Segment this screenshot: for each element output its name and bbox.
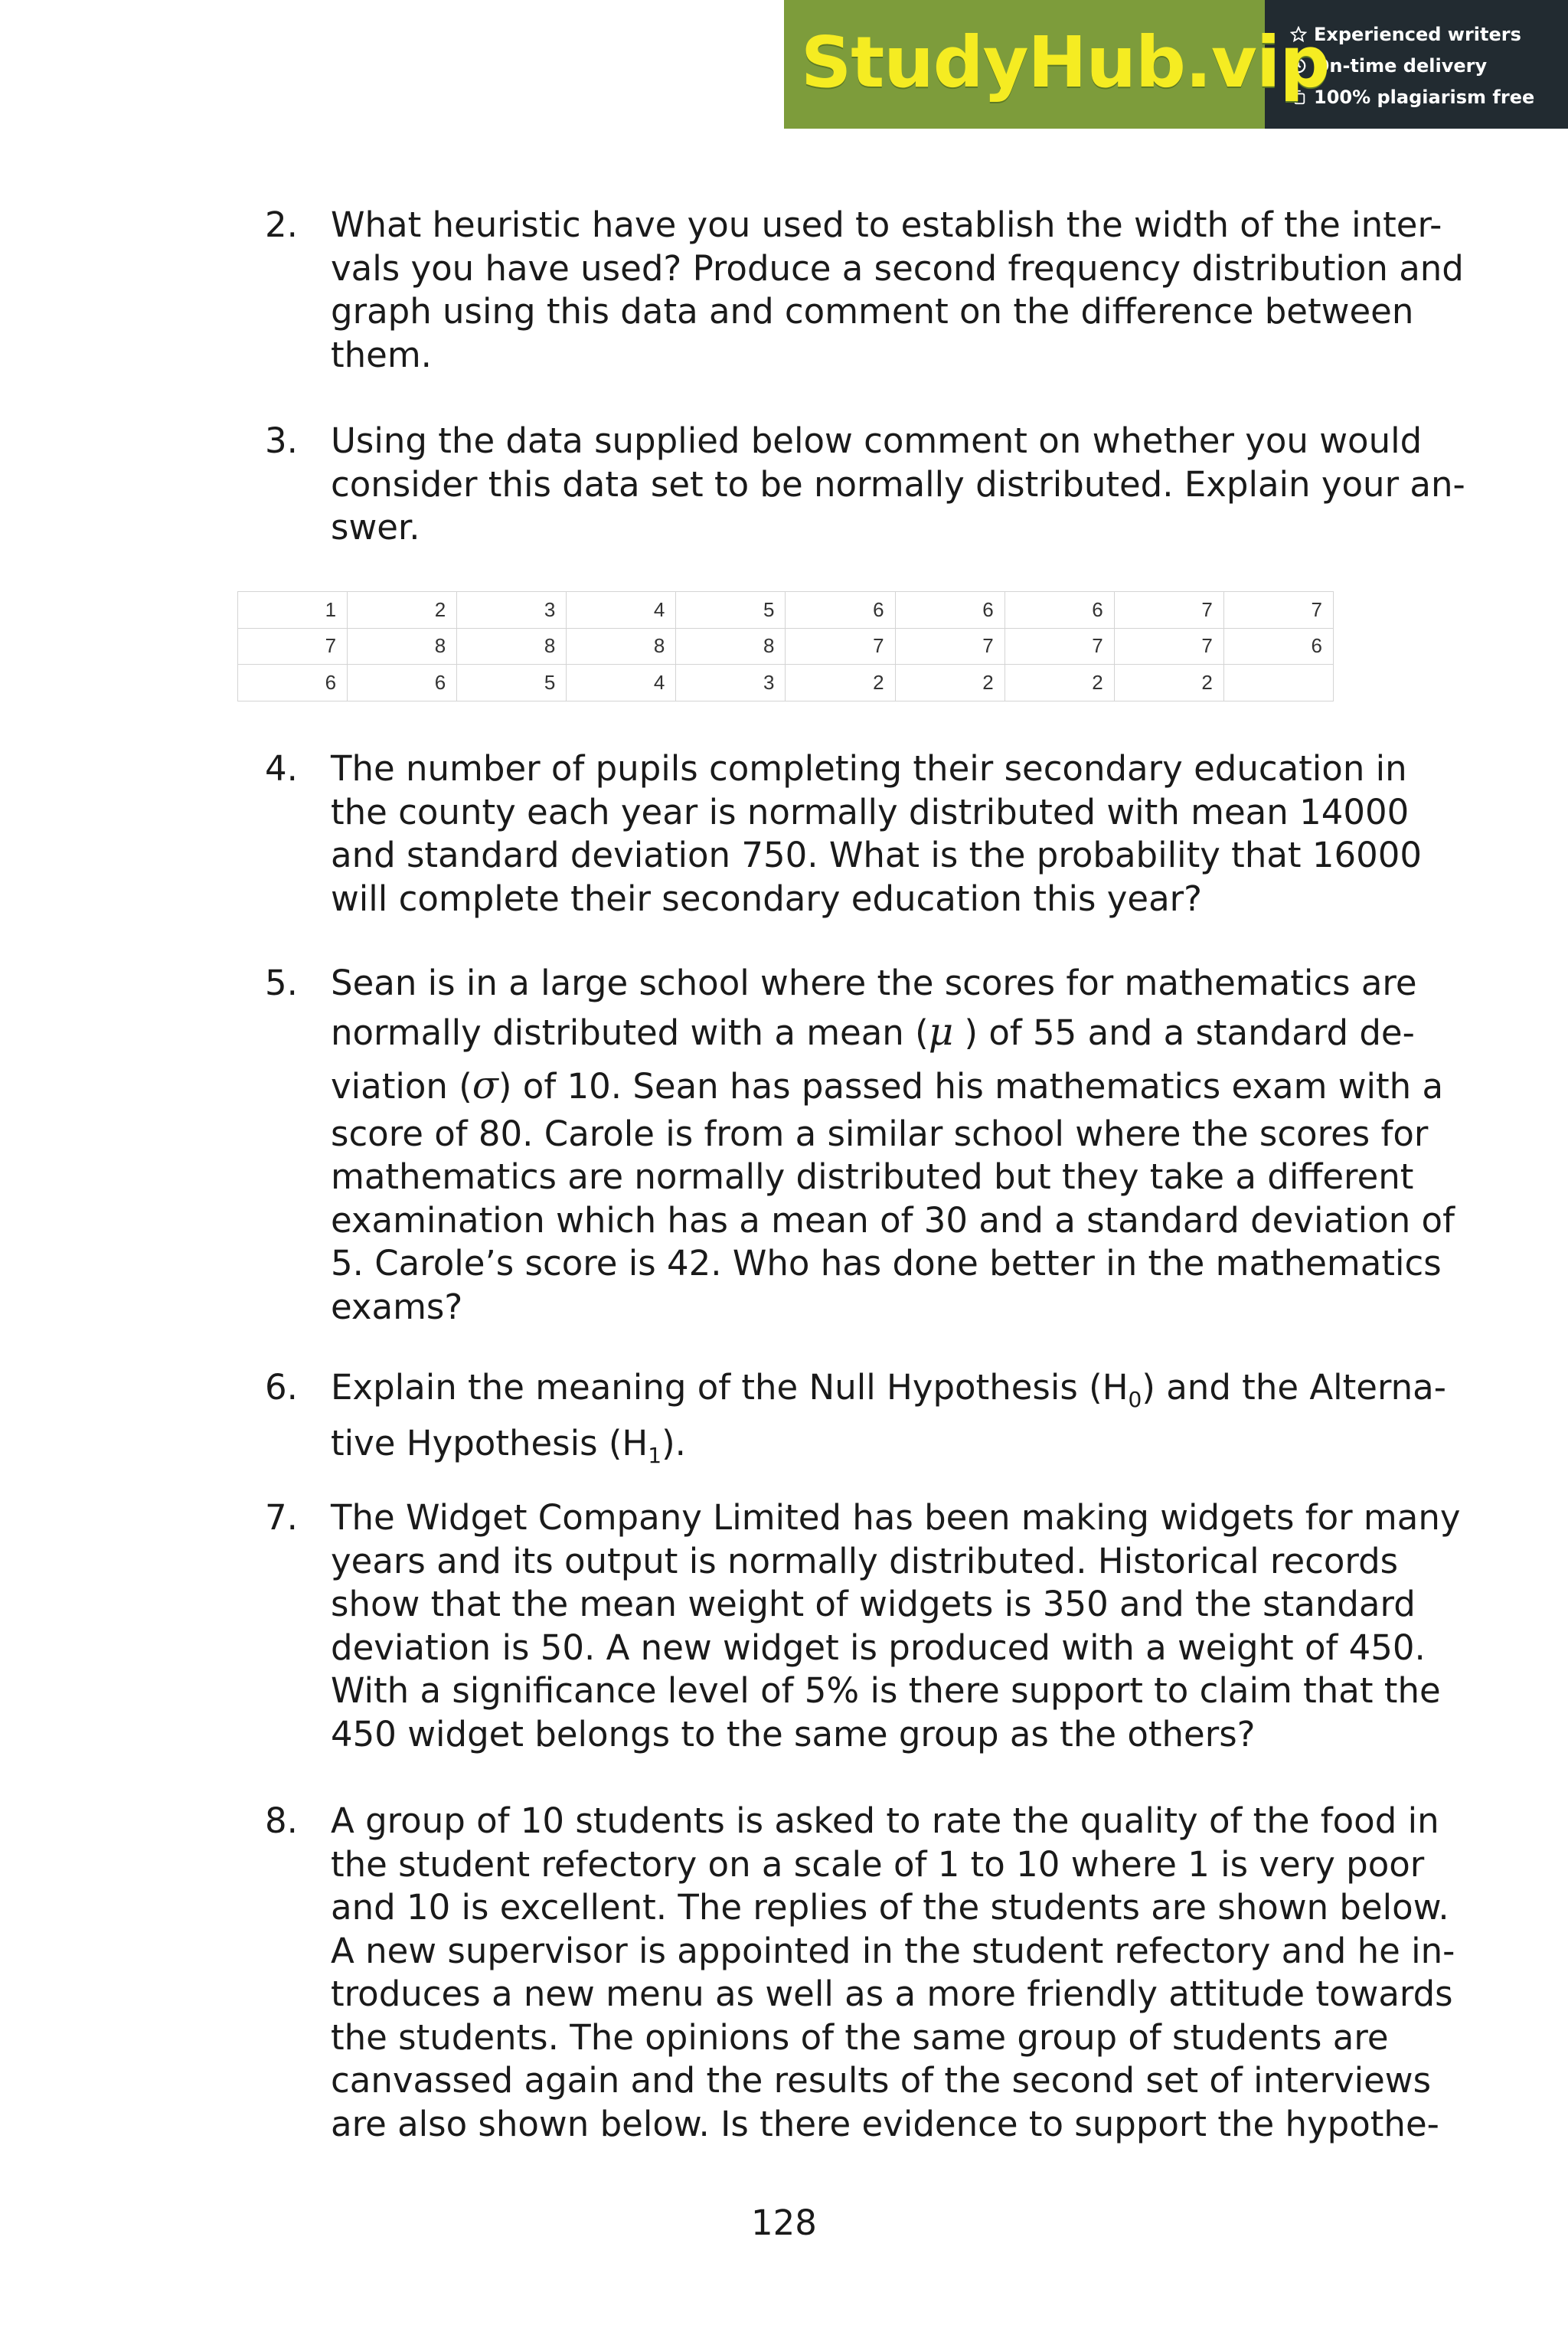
text-line: The Widget Company Limited has been making widgets for many: [331, 1497, 1461, 1538]
table-cell: 5: [676, 592, 786, 629]
text-line: A new supervisor is appointed in the student refectory and he in-: [331, 1930, 1455, 1971]
text-line: [331, 1059, 1444, 1113]
text-segment: ) of 55 and a standard de-: [953, 1012, 1415, 1053]
feature-label: 100% plagiarism free: [1314, 86, 1535, 108]
table-cell: 4: [567, 592, 676, 629]
table-cell: 7: [238, 628, 348, 665]
question-number: 7.: [265, 1497, 298, 1538]
text-line: A group of 10 students is asked to rate the quality of the food in: [331, 1800, 1439, 1841]
feature-label: On-time delivery: [1314, 54, 1488, 77]
table-cell: 8: [457, 628, 567, 665]
text-line: and standard deviation 750. What is the probability that 16000: [331, 835, 1423, 875]
text-line: mathematics are normally distributed but they take a different: [331, 1156, 1414, 1197]
banner-logo-area: [784, 0, 1330, 129]
text-line: show that the mean weight of widgets is 350 and the standard: [331, 1584, 1416, 1624]
text-line: troduces a new menu as well as a more friendly attitude towards: [331, 1974, 1453, 2014]
table-cell: 5: [457, 665, 567, 701]
feature-on-time-delivery: [1288, 50, 1568, 81]
text-line: and 10 is excellent. The replies of the students are shown below.: [331, 1887, 1449, 1928]
table-cell: 7: [786, 628, 895, 665]
text-line: them.: [331, 334, 432, 375]
data-table: [237, 591, 1334, 701]
question-number: 8.: [265, 1800, 298, 1841]
table-cell: 7: [1114, 628, 1223, 665]
table-cell: 1: [238, 592, 348, 629]
question-text: [331, 1496, 1461, 1756]
text-line: The number of pupils completing their secondary education in: [331, 748, 1407, 789]
text-line: [331, 1366, 1446, 1422]
table-cell: 7: [1004, 628, 1114, 665]
question-text: [331, 962, 1455, 1329]
table-cell: 7: [895, 628, 1004, 665]
question-number: 2.: [265, 204, 298, 245]
question-text: [331, 204, 1464, 377]
table-cell: 2: [348, 592, 457, 629]
mu-symbol: μ: [928, 1009, 954, 1054]
studyhub-banner: [784, 0, 1568, 129]
table-row: [238, 628, 1334, 665]
question-text: [331, 1366, 1446, 1477]
table-cell: 6: [348, 665, 457, 701]
subscript: 0: [1128, 1387, 1142, 1412]
question-text: [331, 1800, 1455, 2146]
text-line: the student refectory on a scale of 1 to 10 where 1 is very poor: [331, 1843, 1425, 1885]
table-cell: 2: [1114, 665, 1223, 701]
text-segment: ) of 10. Sean has passed his mathematics exam with a: [498, 1065, 1444, 1107]
table-cell: 8: [676, 628, 786, 665]
text-line: Sean is in a large school where the scores for mathematics are: [331, 963, 1417, 1003]
text-line: [331, 1422, 1364, 1478]
table-cell: 8: [348, 628, 457, 665]
text-line: 450 widget belongs to the same group as the others?: [331, 1713, 1256, 1754]
text-segment: tive Hypothesis (H: [331, 1422, 648, 1463]
text-line: exams?: [331, 1286, 463, 1327]
text-segment: viation (: [331, 1065, 472, 1107]
text-line: the county each year is normally distributed with mean 14000: [331, 791, 1410, 832]
subscript: 1: [648, 1442, 662, 1468]
table-cell: 8: [567, 628, 676, 665]
text-line: [331, 1006, 1415, 1059]
table-row: [238, 665, 1334, 701]
text-line: With a significance level of 5% is there support to claim that the: [331, 1670, 1441, 1711]
text-line: years and its output is normally distributed. Historical records: [331, 1540, 1399, 1581]
table-row: [238, 592, 1334, 629]
table-cell: 3: [676, 665, 786, 701]
text-line: examination which has a mean of 30 and a standard deviation of: [331, 1199, 1455, 1241]
text-segment: Explain the meaning of the Null Hypothesis (H: [331, 1367, 1129, 1408]
text-line: the students. The opinions of the same group of students are: [331, 2016, 1389, 2058]
text-line: Using the data supplied below comment on whether you would: [331, 420, 1423, 461]
text-line: are also shown below. Is there evidence to support the hypothe-: [331, 2103, 1439, 2144]
question-text: [331, 747, 1423, 921]
table-cell: 3: [457, 592, 567, 629]
table-cell: 2: [895, 665, 1004, 701]
question-number: 5.: [265, 963, 298, 1003]
text-segment: ).: [662, 1422, 686, 1463]
table-cell: 6: [786, 592, 895, 629]
text-line: 5. Carole’s score is 42. Who has done better in the mathematics: [331, 1243, 1442, 1284]
text-segment: ) and the Alterna-: [1142, 1367, 1446, 1408]
question-number: 6.: [265, 1367, 298, 1408]
text-segment: normally distributed with a mean (: [331, 1012, 929, 1053]
table-cell: 2: [786, 665, 895, 701]
feature-label: Experienced writers: [1314, 23, 1521, 45]
table-cell: 6: [1223, 628, 1333, 665]
studyhub-logo[interactable]: StudyHub.vip: [801, 21, 1330, 103]
table-cell: 7: [1114, 592, 1223, 629]
table-cell: 6: [1004, 592, 1114, 629]
page-number: 128: [751, 2202, 817, 2243]
question-text: [331, 420, 1465, 550]
table-cell: 2: [1004, 665, 1114, 701]
text-line: will complete their secondary education this year?: [331, 878, 1203, 919]
table-cell: [1223, 665, 1333, 701]
question-number: 3.: [265, 420, 298, 461]
text-line: graph using this data and comment on the difference between: [331, 291, 1414, 332]
feature-experienced-writers: [1288, 18, 1568, 50]
text-line: deviation is 50. A new widget is produced with a weight of 450.: [331, 1627, 1426, 1668]
table-cell: 6: [895, 592, 1004, 629]
table-cell: 4: [567, 665, 676, 701]
text-line: consider this data set to be normally distributed. Explain your an-: [331, 463, 1465, 505]
question-number: 4.: [265, 748, 298, 789]
text-line: What heuristic have you used to establish the width of the inter-: [331, 204, 1442, 245]
text-line: canvassed again and the results of the second set of interviews: [331, 2060, 1432, 2101]
table-cell: 7: [1223, 592, 1333, 629]
table-cell: 6: [238, 665, 348, 701]
text-line: score of 80. Carole is from a similar school where the scores for: [331, 1113, 1429, 1154]
feature-plagiarism-free: [1288, 81, 1568, 113]
text-line: swer.: [331, 507, 420, 548]
sigma-symbol: σ: [472, 1062, 498, 1107]
text-line: vals you have used? Produce a second frequency distribution and: [331, 247, 1464, 289]
